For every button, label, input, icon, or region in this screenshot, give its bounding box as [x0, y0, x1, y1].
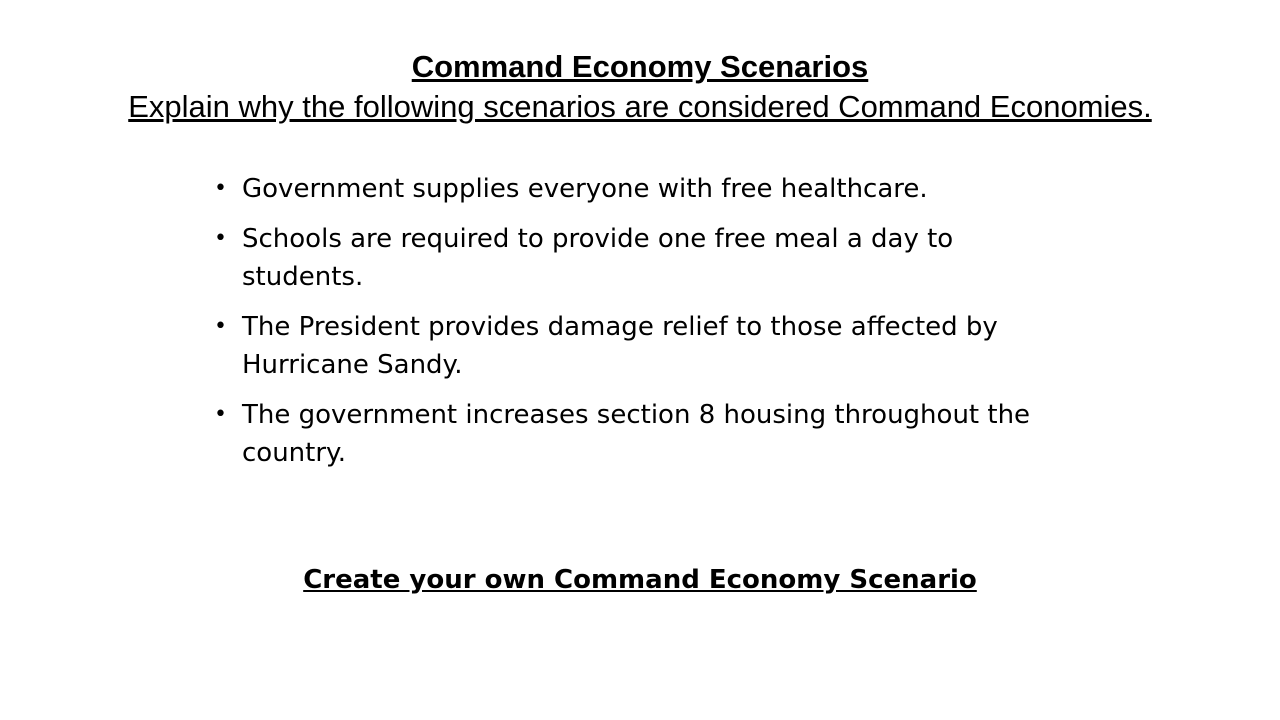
list-item	[214, 396, 1054, 472]
bullet-icon: •	[214, 314, 227, 339]
bullet-text: The President provides damage relief to those affected by Hurricane Sandy.	[242, 312, 998, 380]
bullet-icon: •	[214, 176, 227, 201]
list-item	[214, 308, 1054, 384]
bullet-text: The government increases section 8 housing throughout the country.	[242, 400, 1031, 468]
list-item	[214, 170, 1054, 208]
call-to-action: Create your own Command Economy Scenario	[303, 565, 977, 595]
bullet-icon: •	[214, 226, 227, 251]
bullet-text: Schools are required to provide one free meal a day to students.	[242, 224, 954, 292]
bullet-list	[214, 170, 1054, 484]
bullet-text: Government supplies everyone with free healthcare.	[242, 174, 928, 204]
slide-subtitle: Explain why the following scenarios are considered Command Economies.	[128, 89, 1152, 124]
slide-title: Command Economy Scenarios	[411, 49, 869, 84]
list-item	[214, 220, 1054, 296]
title-block	[100, 48, 1180, 126]
bullet-icon: •	[214, 402, 227, 427]
